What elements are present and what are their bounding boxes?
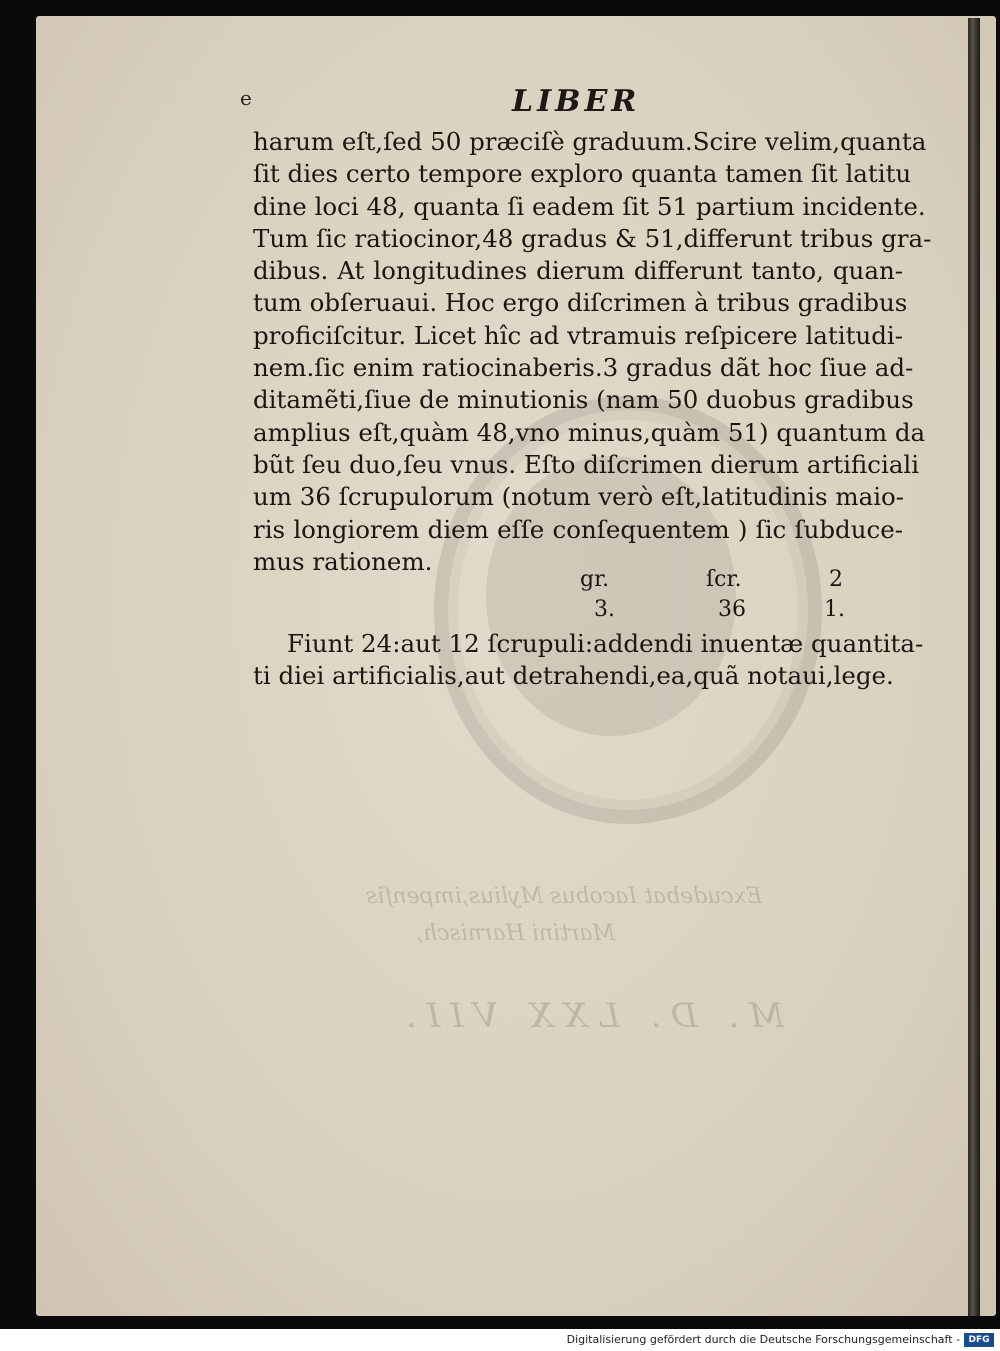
corner-mark: e [240,86,252,110]
text-line: proficiſcitur. Licet hîc ad vtramuis reſpicere latitudi- [253,320,903,350]
table-value-scr: 36 [718,597,746,622]
table-value-2: 1. [824,597,845,622]
table-header-2: 2 [829,567,843,592]
text-line: ti diei artificialis,aut detrahendi,ea,quã notaui,lege. [253,661,894,691]
text-line: Fiunt 24:aut 12 ſcrupuli:addendi inuentæ quantita- [287,629,924,658]
text-line: amplius eſt,quàm 48,vno minus,quàm 51) quantum da [253,417,926,447]
text-line: nem.ſic enim ratiocinaberis.3 gradus dãt hoc ſiue ad- [253,353,914,383]
running-head: LIBER [512,84,641,119]
body-paragraph [253,126,932,578]
text-line: ris longiorem diem eſſe conſequentem ) ſic ſubduce- [253,514,903,544]
table-value-gr: 3. [594,597,615,622]
text-line: bũt ſeu duo,ſeu vnus. Eſto diſcrimen dierum artificiali [253,449,920,479]
text-line: ditamẽti,ſiue de minutionis (nam 50 duobus gradibus [253,385,914,415]
final-paragraph [253,628,924,693]
bleed-through-line: Martini Harnisch, [416,921,616,946]
text-line: dibus. At longitudines dierum differunt tanto, quan- [253,256,903,286]
text-line: mus rationem. [253,546,433,576]
text-line: dine loci 48, quanta ſi eadem ſit 51 partium incidente. [253,191,926,221]
bleed-through-line: M. D. LXX VII. [396,996,785,1036]
text-line: Tum ſic ratiocinor,48 gradus & 51,differunt tribus gra- [253,223,932,253]
text-line: ſit dies certo tempore exploro quanta tamen ſit latitu [253,159,912,189]
footer-credit: Digitalisierung gefördert durch die Deutsche Forschungsgemeinschaft - [566,1333,960,1346]
table-header-scr: ſcr. [706,567,742,592]
bleed-through-line: Excudebat Iacobus Mylius,impenſis [366,884,763,909]
book-spine-edge [968,18,980,1316]
text-line: tum obſeruaui. Hoc ergo diſcrimen à tribus gradibus [253,288,908,318]
table-header-gr: gr. [580,567,610,592]
text-line: um 36 ſcrupulorum (notum verò eſt,latitudinis maio- [253,482,905,512]
footer-bar [0,1329,1000,1351]
text-line: harum eſt,ſed 50 præciſè graduum.Scire velim,quanta [253,127,927,156]
dfg-logo: DFG [964,1333,994,1347]
